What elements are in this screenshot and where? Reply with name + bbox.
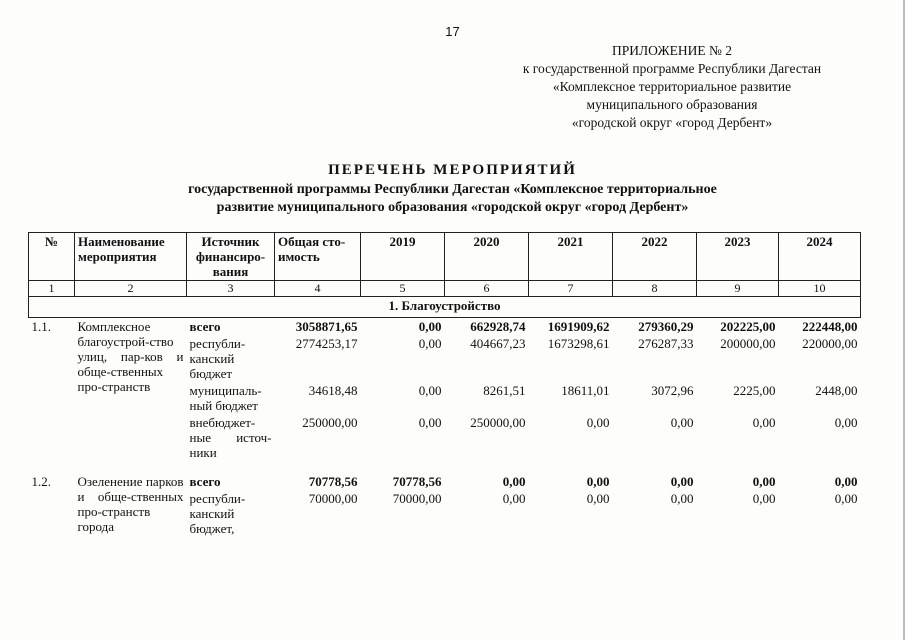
activities-table	[28, 232, 861, 537]
cost-2024: 0,00	[834, 415, 858, 430]
cost-2020: 662928,74	[470, 319, 526, 334]
column-number: 3	[187, 281, 275, 297]
title-subtitle-line: развитие муниципального образования «городской округ «город Дербент»	[216, 200, 689, 215]
cost-2020: 0,00	[502, 491, 526, 506]
column-number: 4	[275, 281, 361, 297]
cost-2023: 0,00	[752, 491, 776, 506]
cost-total: 34618,48	[308, 383, 358, 398]
column-number: 2	[75, 281, 187, 297]
title-subtitle-line: государственной программы Республики Дагестан «Комплексное территориальное	[188, 182, 717, 197]
header-year: 2022	[613, 233, 697, 281]
cost-2022: 279360,29	[638, 319, 694, 334]
cost-2021: 1691909,62	[547, 319, 610, 334]
table-row	[29, 318, 861, 336]
cost-2020: 250000,00	[470, 415, 526, 430]
cost-2019: 0,00	[418, 319, 442, 334]
cost-total: 2774253,17	[295, 336, 358, 351]
header-number: №	[29, 233, 75, 281]
cost-2019: 70000,00	[392, 491, 442, 506]
cost-2020: 0,00	[502, 474, 526, 489]
cost-2023: 2225,00	[733, 383, 776, 398]
cost-2020: 8261,51	[483, 383, 526, 398]
activity-number: 1.1.	[31, 319, 51, 334]
cost-2021: 1673298,61	[547, 336, 610, 351]
cost-total: 250000,00	[302, 415, 358, 430]
column-number: 6	[445, 281, 529, 297]
funding-source: внебюджет-ные источ-ники	[189, 415, 272, 460]
section-title: 1. Благоустройство	[29, 297, 861, 318]
document-title	[0, 162, 905, 217]
cost-2024: 222448,00	[802, 319, 858, 334]
cost-2021: 0,00	[586, 474, 610, 489]
cost-2022: 3072,96	[651, 383, 694, 398]
header-year: 2021	[529, 233, 613, 281]
funding-source: всего	[189, 319, 221, 334]
column-number: 7	[529, 281, 613, 297]
header-year: 2023	[697, 233, 779, 281]
activity-name: Озеленение парков и обще-ственных про-странств города	[77, 474, 184, 534]
header-total: Общая сто-имость	[275, 233, 361, 281]
page-number: 17	[445, 24, 460, 39]
cost-2023: 202225,00	[720, 319, 776, 334]
appendix-line: муниципального образования	[586, 97, 758, 112]
cost-2019: 0,00	[418, 383, 442, 398]
cost-2022: 276287,33	[638, 336, 694, 351]
table-row	[29, 473, 861, 490]
activity-name: Комплексное благоустрой-ство улиц, пар-ков и обще-ственных про-странств	[77, 319, 184, 394]
cost-2024: 2448,00	[815, 383, 858, 398]
appendix-heading	[470, 42, 874, 132]
column-number: 10	[779, 281, 861, 297]
cost-2022: 0,00	[670, 474, 694, 489]
cost-2023: 0,00	[752, 415, 776, 430]
header-year: 2019	[361, 233, 445, 281]
section-row	[29, 297, 861, 318]
funding-source: республи-канский бюджет,	[189, 491, 246, 536]
column-number: 8	[613, 281, 697, 297]
cost-2022: 0,00	[670, 415, 694, 430]
cost-2023: 0,00	[752, 474, 776, 489]
cost-2024: 0,00	[834, 474, 858, 489]
column-number: 5	[361, 281, 445, 297]
appendix-line: к государственной программе Республики Дагестан	[522, 61, 822, 76]
funding-source: всего	[189, 474, 221, 489]
cost-total: 70000,00	[308, 491, 358, 506]
title-main: ПЕРЕЧЕНЬ МЕРОПРИЯТИЙ	[328, 162, 577, 178]
table-header-row	[29, 233, 861, 281]
spacer-row	[29, 461, 861, 473]
appendix-line: «городской округ «город Дербент»	[571, 115, 773, 130]
cost-2024: 220000,00	[802, 336, 858, 351]
funding-source: муниципаль-ный бюджет	[189, 383, 262, 413]
appendix-line: ПРИЛОЖЕНИЕ № 2	[611, 43, 733, 58]
activity-number: 1.2.	[31, 474, 51, 489]
cost-total: 70778,56	[308, 474, 358, 489]
appendix-line: «Комплексное территориальное развитие	[552, 79, 792, 94]
cost-2021: 0,00	[586, 491, 610, 506]
column-number: 9	[697, 281, 779, 297]
cost-2021: 0,00	[586, 415, 610, 430]
column-number-row	[29, 281, 861, 297]
cost-2020: 404667,23	[470, 336, 526, 351]
cost-total: 3058871,65	[295, 319, 358, 334]
cost-2019: 0,00	[418, 336, 442, 351]
cost-2022: 0,00	[670, 491, 694, 506]
header-year: 2020	[445, 233, 529, 281]
header-source: Источник финансиро-вания	[187, 233, 275, 281]
cost-2024: 0,00	[834, 491, 858, 506]
header-name: Наименование мероприятия	[75, 233, 187, 281]
header-year: 2024	[779, 233, 861, 281]
cost-2023: 200000,00	[720, 336, 776, 351]
funding-source: республи-канский бюджет	[189, 336, 246, 381]
cost-2019: 0,00	[418, 415, 442, 430]
cost-2021: 18611,01	[561, 383, 610, 398]
column-number: 1	[29, 281, 75, 297]
cost-2019: 70778,56	[392, 474, 442, 489]
